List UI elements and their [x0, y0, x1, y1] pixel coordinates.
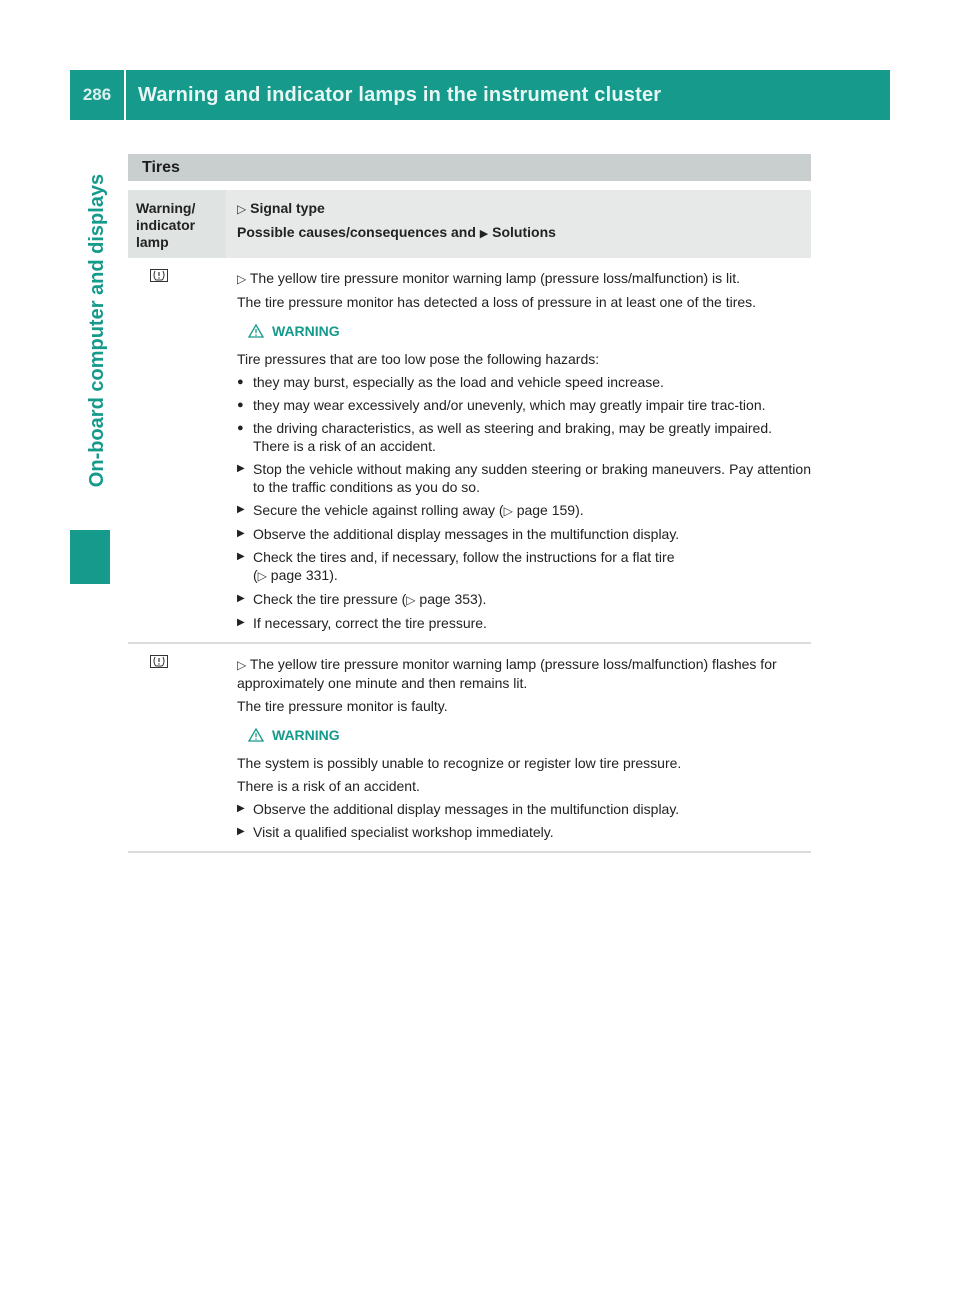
page-ref[interactable]: page 331). [270, 567, 338, 583]
list-item: ▶ If necessary, correct the tire pressure. [237, 615, 487, 631]
warning-heading: WARNING [248, 726, 811, 744]
cause-text: The tire pressure monitor has detected a loss of pressure in at least one of the tires. [237, 294, 757, 310]
signal-line: ▷ The yellow tire pressure monitor warning lamp (pressure loss/malfunction) flashes for approximately one minute and then remains lit. [237, 656, 777, 691]
tires-table [128, 154, 811, 853]
warning-heading: WARNING [248, 322, 811, 340]
risk-text: There is a risk of an accident. [253, 438, 436, 454]
step-arrow-icon: ▶ [237, 593, 245, 604]
list-item: ▶ Check the tires and, if necessary, follow the instructions for a flat tire (▷ page 331). [237, 549, 675, 583]
step-arrow-icon: ▶ [237, 803, 245, 814]
tire-pressure-warning-icon [150, 655, 168, 668]
section-title: Tires [128, 154, 811, 181]
bullet-icon: ● [237, 376, 244, 388]
col-signal-header [226, 190, 556, 258]
arrow-right-icon: ▶ [479, 228, 489, 240]
list-item: ▶ Observe the additional display messages in the multifunction display. [237, 526, 680, 542]
step-arrow-icon: ▶ [237, 826, 245, 837]
step-arrow-icon: ▶ [237, 551, 245, 562]
triangle-right-icon: ▷ [237, 272, 247, 286]
bullet-icon: ● [237, 399, 244, 411]
table-header [128, 190, 811, 258]
list-item: ● the driving characteristics, as well as steering and braking, may be greatly impaired. There is a risk of an accident. [237, 420, 773, 454]
step-arrow-icon: ▶ [237, 504, 245, 515]
table-row [128, 258, 811, 644]
signal-line: ▷ The yellow tire pressure monitor warning lamp (pressure loss/malfunction) is lit. [237, 270, 741, 286]
list-item: ▶ Visit a qualified specialist workshop immediately. [237, 824, 554, 840]
list-item: ● they may burst, especially as the load and vehicle speed increase. [237, 374, 664, 390]
list-item: ▶ Stop the vehicle without making any sudden steering or braking maneuvers. Pay attention to the traffic conditions as you do so. [237, 461, 811, 495]
causes-label: Possible causes/consequences and [237, 224, 476, 240]
bullet-icon: ● [237, 422, 244, 434]
list-item: ● they may wear excessively and/or unevenly, which may greatly impair tire trac-tion. [237, 397, 766, 413]
step-arrow-icon: ▶ [237, 528, 245, 539]
list-item: ▶ Observe the additional display messages in the multifunction display. [237, 801, 680, 817]
page-number: 286 [70, 70, 126, 120]
side-tab-label: On-board computer and displays [86, 173, 109, 487]
risk-text: There is a risk of an accident. [237, 778, 420, 794]
warning-intro: Tire pressures that are too low pose the following hazards: [237, 351, 600, 367]
page-header [70, 70, 890, 120]
list-item: ▶ Secure the vehicle against rolling away (▷ page 159). [237, 502, 584, 518]
warning-text: The system is possibly unable to recognize or register low tire pressure. [237, 755, 682, 771]
list-item: ▶ Check the tire pressure (▷ page 353). [237, 591, 487, 607]
triangle-right-icon: ▷ [237, 202, 247, 216]
page-ref-icon: ▷ [503, 504, 513, 518]
side-tab-marker [70, 530, 110, 584]
step-arrow-icon: ▶ [237, 463, 245, 474]
triangle-right-icon: ▷ [237, 658, 247, 672]
warning-triangle-icon [248, 728, 264, 742]
side-tab [78, 130, 118, 530]
page-ref[interactable]: page 353). [419, 591, 487, 607]
page-ref-icon: ▷ [406, 593, 416, 607]
chapter-title: Warning and indicator lamps in the instrument cluster [138, 83, 662, 106]
page-ref-icon: ▷ [257, 569, 267, 583]
col-lamp-header: Warning/ indicator lamp [128, 190, 226, 258]
step-arrow-icon: ▶ [237, 617, 245, 628]
cause-text: The tire pressure monitor is faulty. [237, 698, 448, 714]
page-ref[interactable]: page 159). [516, 502, 584, 518]
solutions-label: Solutions [492, 224, 556, 240]
table-row [128, 644, 811, 853]
warning-triangle-icon [248, 324, 264, 338]
tire-pressure-warning-icon [150, 269, 168, 282]
signal-type-label: Signal type [250, 200, 325, 216]
